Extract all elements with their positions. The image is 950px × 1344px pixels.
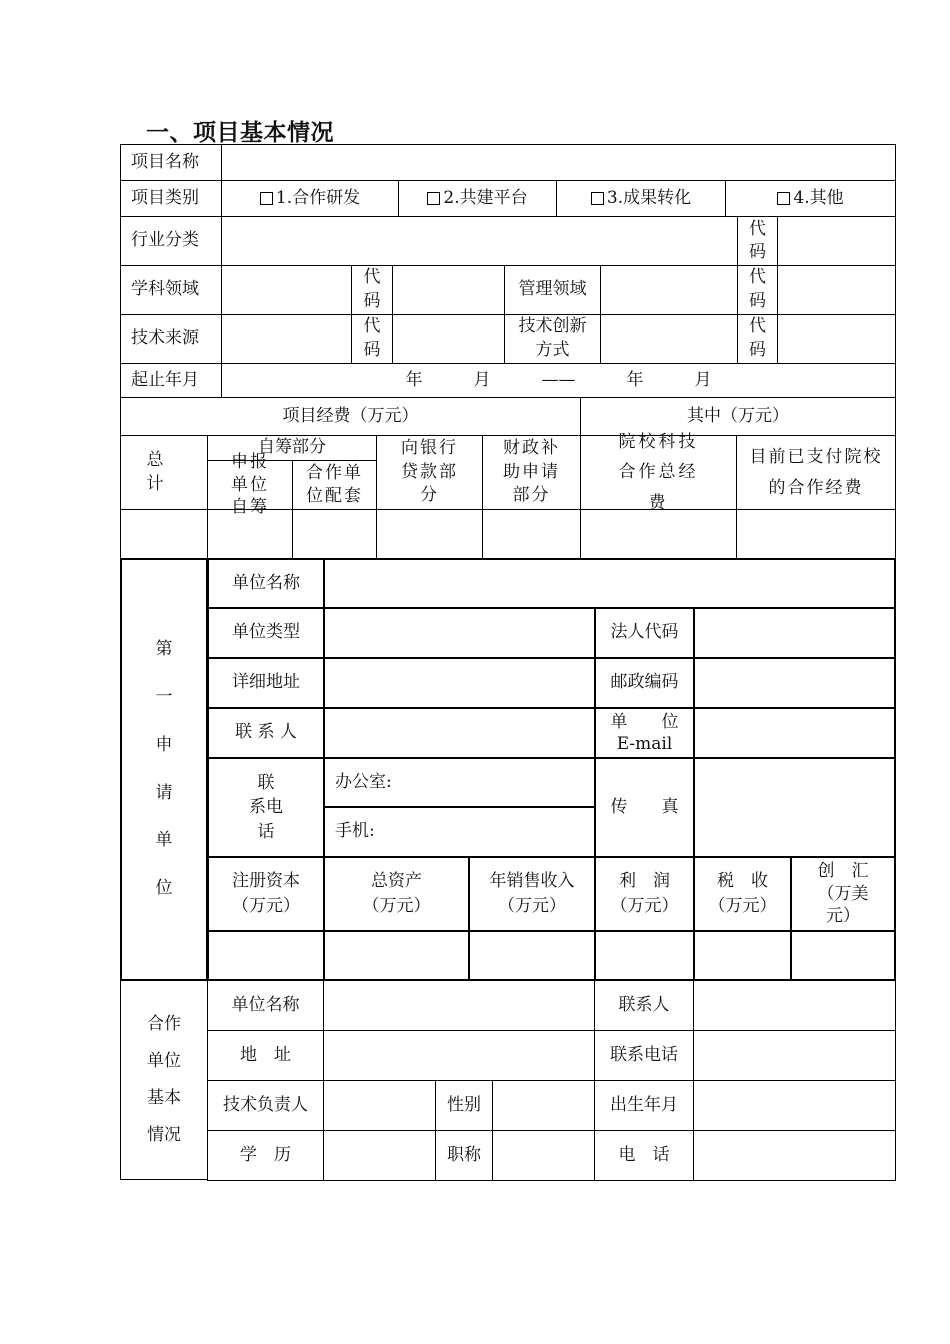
section-title: 一、项目基本情况 xyxy=(146,120,334,146)
applicant-unit-type-label: 单位类型 xyxy=(207,607,325,659)
email-label: 单 位 E-mail xyxy=(594,707,695,759)
applicant-phone-label: 联 系电 话 xyxy=(207,757,325,858)
registered-capital-label: 注册资本（万元） xyxy=(207,856,325,932)
discipline-code-field[interactable] xyxy=(392,265,505,315)
period-label: 起止年月 xyxy=(120,363,222,398)
title-field[interactable] xyxy=(492,1130,595,1181)
project-name-field[interactable] xyxy=(221,144,896,181)
self-applicant-field[interactable] xyxy=(207,509,293,559)
discipline-label: 学科领域 xyxy=(120,265,222,315)
office-phone-field[interactable]: 办公室: xyxy=(323,757,596,808)
first-applicant-side-label: 第 一 申 请 单 位 xyxy=(120,558,208,981)
category-option-4[interactable]: 4.其他 xyxy=(725,180,896,217)
email-field[interactable] xyxy=(693,707,896,759)
birth-label: 出生年月 xyxy=(594,1080,694,1131)
management-field[interactable] xyxy=(600,265,738,315)
college-total-label: 院校科技合作总经费 xyxy=(580,435,737,510)
forex-field[interactable] xyxy=(790,930,896,981)
industry-code-field[interactable] xyxy=(777,216,896,266)
management-code-field[interactable] xyxy=(777,265,896,315)
applicant-contact-label: 联 系 人 xyxy=(207,707,325,759)
checkbox-icon[interactable] xyxy=(260,192,273,205)
partner-contact-label: 联系人 xyxy=(594,980,694,1031)
postcode-label: 邮政编码 xyxy=(594,657,695,709)
tax-field[interactable] xyxy=(693,930,792,981)
fax-label: 传 真 xyxy=(594,757,695,858)
project-category-label: 项目类别 xyxy=(120,180,222,217)
funding-breakdown-header: 其中（万元） xyxy=(580,397,896,436)
annual-sales-field[interactable] xyxy=(468,930,596,981)
industry-field[interactable] xyxy=(221,216,738,266)
fiscal-subsidy-field[interactable] xyxy=(482,509,581,559)
tax-label: 税 收（万元） xyxy=(693,856,792,932)
partner-side-label: 合作 单位 基本 情况 xyxy=(120,980,208,1180)
partner-unit-name-label: 单位名称 xyxy=(207,980,324,1031)
tech-lead-label: 技术负责人 xyxy=(207,1080,324,1131)
project-name-label: 项目名称 xyxy=(120,144,222,181)
annual-sales-label: 年销售收入（万元） xyxy=(468,856,596,932)
mobile-phone-field[interactable]: 手机: xyxy=(323,806,596,858)
funding-total-field[interactable] xyxy=(120,509,208,559)
education-label: 学 历 xyxy=(207,1130,324,1181)
applicant-unit-type-field[interactable] xyxy=(323,607,596,659)
tech-innovation-field[interactable] xyxy=(600,314,738,364)
bank-loan-field[interactable] xyxy=(376,509,483,559)
postcode-field[interactable] xyxy=(693,657,896,709)
period-field[interactable]: 年 月 —— 年 月 xyxy=(221,363,896,398)
total-assets-label: 总资产（万元） xyxy=(323,856,470,932)
category-option-3[interactable]: 3.成果转化 xyxy=(556,180,726,217)
gender-field[interactable] xyxy=(492,1080,595,1131)
self-raised-label: 自筹部分 xyxy=(207,435,377,461)
profit-label: 利 润（万元） xyxy=(594,856,695,932)
tech-source-field[interactable] xyxy=(221,314,352,364)
applicant-unit-name-label: 单位名称 xyxy=(207,558,325,609)
category-option-2[interactable]: 2.共建平台 xyxy=(398,180,557,217)
paid-funding-label: 目前已支付院校的合作经费 xyxy=(736,435,896,510)
fiscal-subsidy-label: 财政补助申请部分 xyxy=(482,435,581,510)
partner-phone-label: 电 话 xyxy=(594,1130,694,1181)
self-applicant-label: 申报单位自筹 xyxy=(207,460,293,510)
checkbox-icon[interactable] xyxy=(427,192,440,205)
management-label: 管理领域 xyxy=(504,265,601,315)
tech-source-label: 技术来源 xyxy=(120,314,222,364)
checkbox-icon[interactable] xyxy=(591,192,604,205)
tech-source-code-label: 代码 xyxy=(351,314,393,364)
total-assets-field[interactable] xyxy=(323,930,470,981)
funding-header: 项目经费（万元） xyxy=(120,397,581,436)
gender-label: 性别 xyxy=(435,1080,493,1131)
partner-phone-field[interactable] xyxy=(693,1130,896,1181)
paid-funding-field[interactable] xyxy=(736,509,896,559)
education-field[interactable] xyxy=(323,1130,436,1181)
industry-code-label: 代码 xyxy=(737,216,778,266)
title-label: 职称 xyxy=(435,1130,493,1181)
legal-code-field[interactable] xyxy=(693,607,896,659)
discipline-field[interactable] xyxy=(221,265,352,315)
tech-innovation-code-field[interactable] xyxy=(777,314,896,364)
self-partner-label: 合作单位配套 xyxy=(292,460,377,510)
partner-address-label: 地 址 xyxy=(207,1030,324,1081)
tech-lead-field[interactable] xyxy=(323,1080,436,1131)
discipline-code-label: 代码 xyxy=(351,265,393,315)
tech-innovation-label: 技术创新方式 xyxy=(504,314,601,364)
self-partner-field[interactable] xyxy=(292,509,377,559)
profit-field[interactable] xyxy=(594,930,695,981)
tech-innovation-code-label: 代码 xyxy=(737,314,778,364)
funding-total-label: 总 计 xyxy=(120,435,208,510)
partner-contact-field[interactable] xyxy=(693,980,896,1031)
applicant-address-field[interactable] xyxy=(323,657,596,709)
applicant-unit-name-field[interactable] xyxy=(323,558,896,609)
applicant-address-label: 详细地址 xyxy=(207,657,325,709)
applicant-contact-field[interactable] xyxy=(323,707,596,759)
birth-field[interactable] xyxy=(693,1080,896,1131)
forex-label: 创 汇（万美元） xyxy=(790,856,896,932)
category-option-1[interactable]: 1.合作研发 xyxy=(221,180,399,217)
management-code-label: 代码 xyxy=(737,265,778,315)
partner-contact-phone-field[interactable] xyxy=(693,1030,896,1081)
partner-unit-name-field[interactable] xyxy=(323,980,595,1031)
bank-loan-label: 向银行贷款部分 xyxy=(376,435,483,510)
fax-field[interactable] xyxy=(693,757,896,858)
college-total-field[interactable] xyxy=(580,509,737,559)
legal-code-label: 法人代码 xyxy=(594,607,695,659)
partner-contact-phone-label: 联系电话 xyxy=(594,1030,694,1081)
industry-label: 行业分类 xyxy=(120,216,222,266)
registered-capital-field[interactable] xyxy=(207,930,325,981)
partner-address-field[interactable] xyxy=(323,1030,595,1081)
tech-source-code-field[interactable] xyxy=(392,314,505,364)
checkbox-icon[interactable] xyxy=(777,192,790,205)
